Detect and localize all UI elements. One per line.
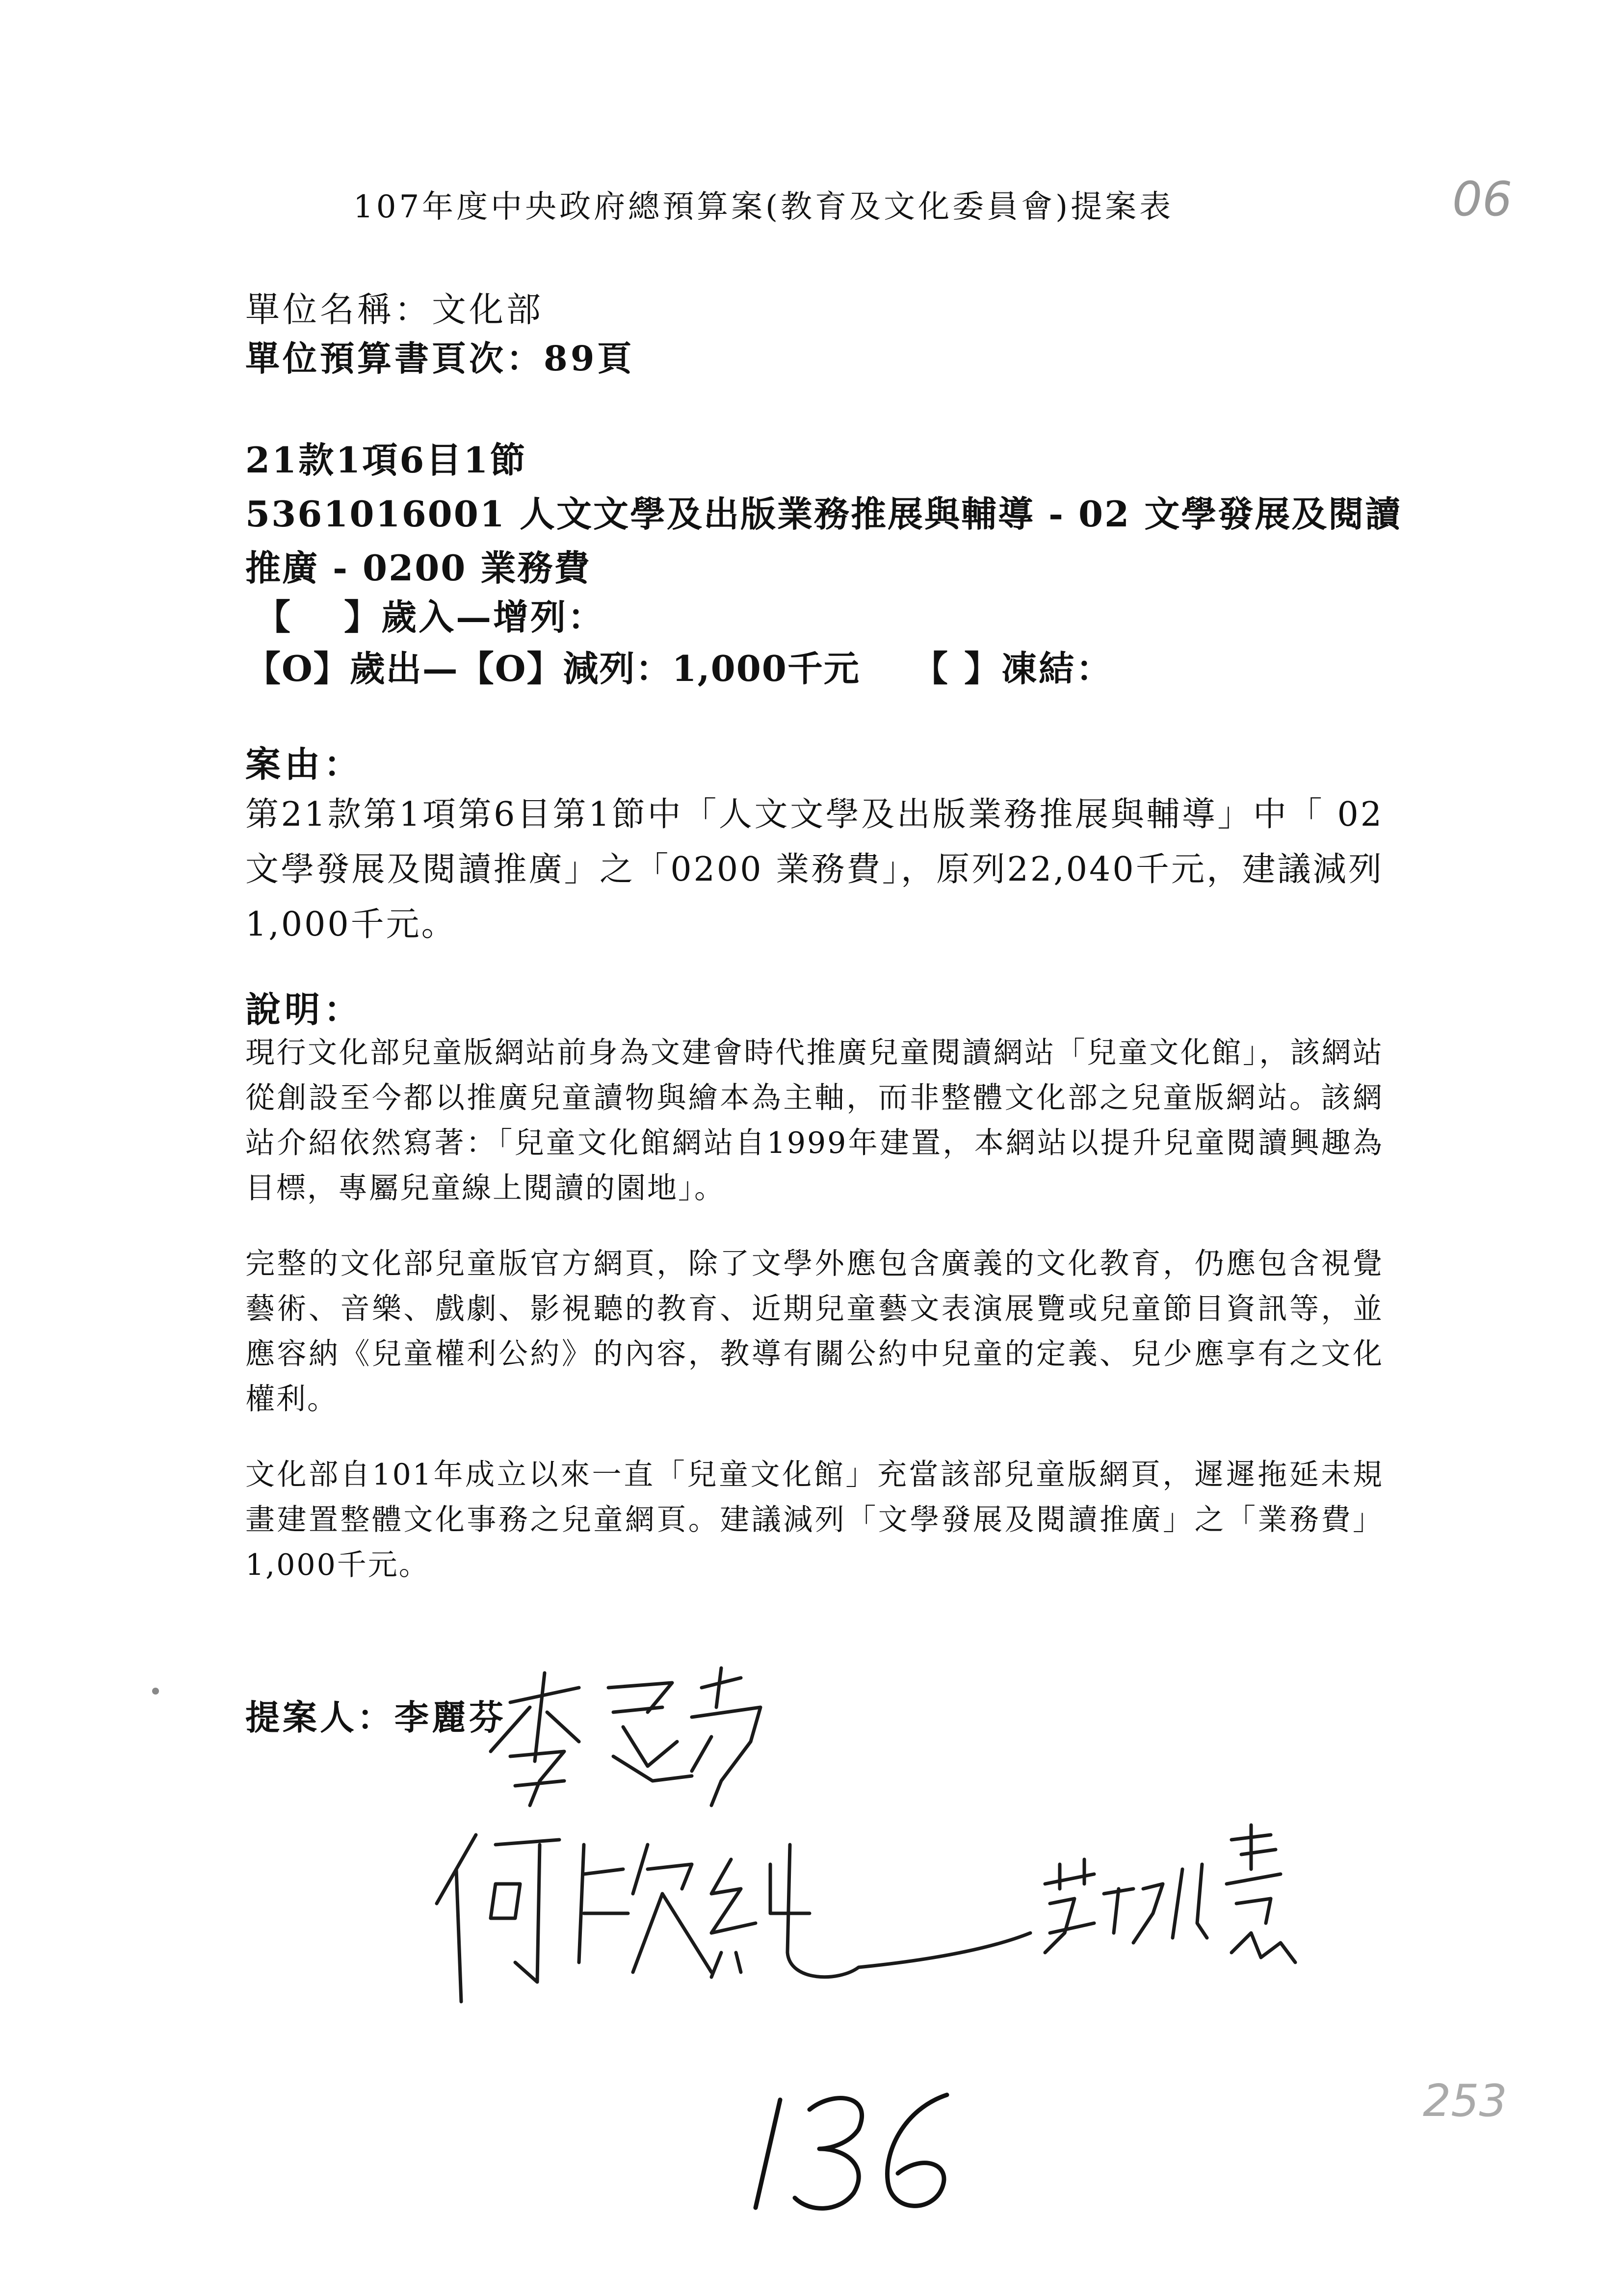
handwritten-page-number — [736, 2075, 991, 2222]
program-line-1: 5361016001 人文文學及出版業務推展與輔導 - 02 文學發展及閱讀 — [245, 493, 1402, 535]
program-line-2: 推廣 - 0200 業務費 — [245, 547, 591, 589]
revenue-increase-line: 【 】歲入—增列： — [255, 596, 605, 638]
document-title: 107年度中央政府總預算案(教育及文化委員會)提案表 — [353, 189, 1174, 225]
signature-1 — [491, 1668, 760, 1805]
handwritten-signatures — [417, 1658, 1349, 2011]
unit-name: 單位名稱：文化部 — [245, 289, 544, 330]
budget-book-page: 單位預算書頁次：89頁 — [245, 338, 635, 379]
scan-speck — [152, 1688, 159, 1695]
explanation-paragraph-1: 現行文化部兒童版網站前身為文建會時代推廣兒童閱讀網站「兒童文化館」，該網站從創設至今都以推廣兒童讀物與繪本為主軸，而非整體文化部之兒童版網站。該網站介紹依然寫著：「兒童文化館網站自1999年建置，本網站以提升兒童閱讀興趣為目標，專屬兒童線上閱讀的園地」。 — [245, 1036, 1384, 1205]
explanation-paragraph-3: 文化部自101年成立以來一直「兒童文化館」充當該部兒童版網頁，遲遲拖延未規畫建置整體文化事務之兒童網頁。建議減列「文學發展及閱讀推廣」之「業務費」1,000千元。 — [245, 1458, 1384, 1582]
proposer-label: 提案人：李麗芬 — [245, 1697, 506, 1738]
cause-body: 第21款第1項第6目第1節中「人文文學及出版業務推展與輔導」中「 02 文學發展及閱讀推廣」之「0200 業務費」，原列22,040千元，建議減列1,000千元。 — [245, 795, 1384, 944]
section-code: 21款1項6目1節 — [245, 439, 527, 481]
signature-2 — [437, 1835, 1030, 2002]
signature-3 — [1045, 1825, 1295, 1962]
explanation-paragraph-2: 完整的文化部兒童版官方網頁，除了文學外應包含廣義的文化教育，仍應包含視覺藝術、音樂、戲劇、影視聽的教育、近期兒童藝文表演展覽或兒童節目資訊等，並應容納《兒童權利公約》的內容，教導有關公約中兒童的定義、兒少應享有之文化權利。 — [245, 1247, 1384, 1416]
frozen-line: 【 】凍結： — [913, 648, 1114, 689]
cause-heading: 案由： — [245, 743, 364, 785]
expenditure-reduction-line: 【O】歲出—【O】減列：1,000千元 — [245, 648, 860, 689]
handwritten-bottom-mark: 253 — [1423, 2075, 1507, 2127]
handwritten-corner-mark: 06 — [1452, 172, 1513, 227]
explanation-heading: 說明： — [245, 989, 364, 1030]
